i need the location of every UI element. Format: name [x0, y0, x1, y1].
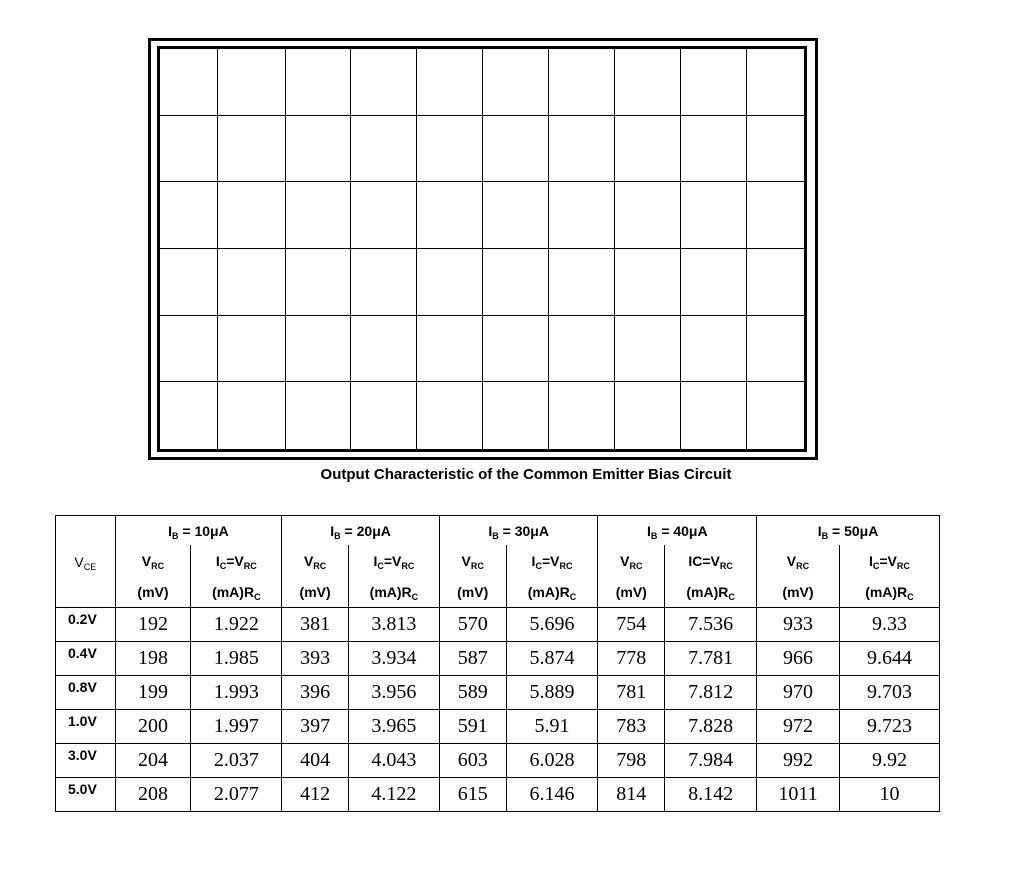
unit-ma-main: (mA)R	[865, 583, 908, 600]
table-cell: 396	[282, 676, 349, 710]
table-cell: 200	[115, 710, 191, 744]
table-cell: 587	[439, 642, 506, 676]
table-cell: 8.142	[665, 778, 757, 812]
table-cell: 6.028	[506, 744, 598, 778]
table-cell: 992	[757, 744, 840, 778]
table-cell: 970	[757, 676, 840, 710]
graph-cell	[160, 49, 218, 116]
table-cell: 204	[115, 744, 191, 778]
graph-cell	[549, 382, 615, 449]
table-cell: 972	[757, 710, 840, 744]
table-cell: 198	[115, 642, 191, 676]
table-cell: 1.997	[191, 710, 282, 744]
vce-value: 0.4V	[56, 642, 116, 676]
graph-cell	[681, 382, 747, 449]
table-cell: 783	[598, 710, 665, 744]
vce-value: 0.2V	[56, 608, 116, 642]
table-cell: 615	[439, 778, 506, 812]
unit-ma	[348, 576, 439, 608]
table-cell: 2.077	[191, 778, 282, 812]
ic-label-sub: C	[377, 560, 384, 571]
ib-label-main: I	[330, 522, 335, 539]
table-cell: 5.696	[506, 608, 598, 642]
graph-cell	[615, 182, 681, 249]
graph-cell	[351, 49, 417, 116]
graph-cell	[417, 249, 483, 316]
vrc-label-main: V	[786, 552, 797, 569]
unit-ma-sub: C	[569, 591, 577, 602]
ic-header	[506, 545, 598, 576]
graph-cell	[286, 316, 351, 383]
graph-cell	[286, 182, 351, 249]
graph-cell	[351, 316, 417, 383]
ic-label-main: I	[373, 552, 378, 569]
ib-label-sub: B	[492, 530, 499, 541]
graph-cell	[615, 49, 681, 116]
ib-group-header	[598, 516, 757, 546]
ic-header	[665, 545, 757, 576]
graph-cell	[417, 316, 483, 383]
ic-label-main: IC=V	[688, 552, 720, 569]
table-cell: 412	[282, 778, 349, 812]
graph-cell	[417, 382, 483, 449]
table-cell: 4.122	[348, 778, 439, 812]
vrc-label-sub: RC	[796, 560, 810, 571]
ic-label-main: I	[215, 552, 220, 569]
graph-cell	[681, 116, 747, 183]
graph-cell	[286, 382, 351, 449]
graph-cell	[747, 182, 807, 249]
vrc-label-sub: RC	[313, 560, 327, 571]
vrc-label-sub: RC	[151, 560, 165, 571]
table-cell: 9.723	[839, 710, 939, 744]
table-cell: 5.889	[506, 676, 598, 710]
vce-value: 3.0V	[56, 744, 116, 778]
graph-cell	[549, 49, 615, 116]
vrc-header	[598, 545, 665, 576]
unit-ma-main: (mA)R	[527, 583, 570, 600]
table-cell: 7.812	[665, 676, 757, 710]
vrc-label-main: V	[461, 552, 471, 569]
graph-cell	[747, 382, 807, 449]
graph-cell	[549, 249, 615, 316]
vrc-label-main: V	[303, 552, 314, 569]
graph-frame	[148, 38, 818, 460]
table-cell: 7.536	[665, 608, 757, 642]
graph-area	[157, 46, 807, 452]
unit-mv: (mV)	[757, 576, 840, 608]
ib-label-value: = 10μA	[178, 522, 229, 539]
graph-cell	[218, 382, 286, 449]
table-cell: 3.934	[348, 642, 439, 676]
vrc-header	[115, 545, 191, 576]
ib-group-header	[282, 516, 440, 546]
graph-cell	[483, 49, 549, 116]
graph-cell	[483, 182, 549, 249]
vce-value: 5.0V	[56, 778, 116, 812]
unit-ma-main: (mA)R	[686, 583, 729, 600]
table-cell: 1.922	[191, 608, 282, 642]
unit-ma	[665, 576, 757, 608]
ib-group-header	[757, 516, 940, 546]
graph-cell	[160, 249, 218, 316]
ic-label-main: I	[531, 552, 536, 569]
unit-ma-sub: C	[907, 591, 914, 602]
table-cell: 208	[115, 778, 191, 812]
unit-mv: (mV)	[115, 576, 191, 608]
ib-group-header	[439, 516, 598, 546]
ic-label-sub2: RC	[719, 560, 733, 571]
ic-header	[839, 545, 939, 576]
table-cell: 6.146	[506, 778, 598, 812]
table-cell: 4.043	[348, 744, 439, 778]
graph-cell	[417, 116, 483, 183]
graph-cell	[417, 49, 483, 116]
graph-cell	[160, 182, 218, 249]
table-cell: 3.813	[348, 608, 439, 642]
table-cell: 778	[598, 642, 665, 676]
ic-label-sub2: RC	[401, 560, 415, 571]
ib-label-value: = 20μA	[340, 522, 391, 539]
graph-cell	[681, 316, 747, 383]
graph-cell	[615, 249, 681, 316]
table-cell: 754	[598, 608, 665, 642]
table-cell: 591	[439, 710, 506, 744]
ic-header	[348, 545, 439, 576]
ic-label-sub2: RC	[243, 560, 257, 571]
unit-mv: (mV)	[282, 576, 349, 608]
graph-cell	[681, 49, 747, 116]
table-row	[56, 744, 940, 778]
vrc-header	[757, 545, 840, 576]
table-cell: 9.644	[839, 642, 939, 676]
measurement-table	[55, 515, 940, 812]
graph-cell	[218, 316, 286, 383]
graph-cell	[286, 49, 351, 116]
graph-cell	[351, 182, 417, 249]
vrc-header	[282, 545, 349, 576]
ib-group-header	[115, 516, 282, 546]
unit-ma-sub: C	[728, 591, 735, 602]
ib-label-main: I	[646, 522, 651, 539]
graph-cell	[218, 249, 286, 316]
table-cell: 393	[282, 642, 349, 676]
graph-cell	[483, 116, 549, 183]
ib-label-main: I	[168, 522, 173, 539]
graph-cell	[351, 382, 417, 449]
graph-cell	[160, 382, 218, 449]
ib-label-sub: B	[172, 530, 179, 541]
table-cell: 381	[282, 608, 349, 642]
unit-ma-main: (mA)R	[212, 583, 255, 600]
graph-cell	[549, 116, 615, 183]
ib-label-sub: B	[821, 530, 829, 541]
table-cell: 589	[439, 676, 506, 710]
table-cell: 1.985	[191, 642, 282, 676]
table-cell: 9.33	[839, 608, 939, 642]
table-cell: 3.965	[348, 710, 439, 744]
table-cell: 570	[439, 608, 506, 642]
unit-ma	[191, 576, 282, 608]
vrc-label-main: V	[141, 552, 152, 569]
graph-cell	[549, 182, 615, 249]
ic-label-sub2: RC	[559, 560, 573, 571]
vce-header	[56, 516, 116, 608]
graph-cell	[160, 116, 218, 183]
graph-cell	[286, 249, 351, 316]
graph-cell	[615, 382, 681, 449]
graph-cell	[218, 116, 286, 183]
ib-label-value: = 30μA	[498, 522, 549, 539]
ib-label-main: I	[817, 522, 822, 539]
table-row	[56, 710, 940, 744]
vrc-header	[439, 545, 506, 576]
graph-cell	[681, 182, 747, 249]
vce-label-sub: CE	[83, 561, 97, 572]
ic-label-eq: =V	[541, 552, 560, 569]
ic-label-sub: C	[872, 560, 880, 571]
ib-label-value: = 50μA	[828, 522, 879, 539]
ib-label-value: = 40μA	[657, 522, 708, 539]
vce-value: 1.0V	[56, 710, 116, 744]
graph-cell	[615, 116, 681, 183]
graph-cell	[218, 182, 286, 249]
graph-cell	[747, 116, 807, 183]
graph-cell	[483, 249, 549, 316]
table-row	[56, 608, 940, 642]
table-cell: 798	[598, 744, 665, 778]
table-cell: 7.984	[665, 744, 757, 778]
graph-cell	[681, 249, 747, 316]
ib-label-sub: B	[650, 530, 658, 541]
table-cell: 5.874	[506, 642, 598, 676]
vrc-label-sub: RC	[629, 560, 643, 571]
ic-header	[191, 545, 282, 576]
ic-label-eq: =V	[226, 552, 244, 569]
table-cell: 10	[839, 778, 939, 812]
header-row-groups	[56, 516, 940, 546]
table-cell: 404	[282, 744, 349, 778]
ic-label-sub2: RC	[896, 560, 910, 571]
ic-label-main: I	[868, 552, 873, 569]
unit-ma	[506, 576, 598, 608]
table-cell: 966	[757, 642, 840, 676]
unit-ma-sub: C	[254, 591, 261, 602]
unit-mv: (mV)	[598, 576, 665, 608]
ic-label-sub: C	[535, 560, 542, 571]
table-row	[56, 778, 940, 812]
table-cell: 2.037	[191, 744, 282, 778]
graph-cell	[160, 316, 218, 383]
vce-label-main: V	[74, 553, 84, 570]
unit-ma	[839, 576, 939, 608]
graph-cell	[286, 116, 351, 183]
ib-label-sub: B	[334, 530, 341, 541]
table-cell: 7.828	[665, 710, 757, 744]
table-cell: 397	[282, 710, 349, 744]
vrc-label-main: V	[620, 552, 630, 569]
graph-cell	[483, 382, 549, 449]
unit-ma-main: (mA)R	[369, 583, 412, 600]
table-row	[56, 676, 940, 710]
ic-label-eq: =V	[879, 552, 897, 569]
table-cell: 9.92	[839, 744, 939, 778]
vce-value: 0.8V	[56, 676, 116, 710]
table-cell: 1011	[757, 778, 840, 812]
table-cell: 192	[115, 608, 191, 642]
table-cell: 1.993	[191, 676, 282, 710]
table-cell: 781	[598, 676, 665, 710]
table-cell: 814	[598, 778, 665, 812]
ic-label-eq: =V	[383, 552, 402, 569]
ic-label-sub: C	[219, 560, 227, 571]
graph-cell	[549, 316, 615, 383]
unit-mv: (mV)	[439, 576, 506, 608]
vrc-label-sub: RC	[470, 560, 484, 571]
unit-ma-sub: C	[411, 591, 419, 602]
graph-cell	[747, 316, 807, 383]
ib-label-main: I	[488, 522, 493, 539]
graph-cell	[417, 182, 483, 249]
table-cell: 199	[115, 676, 191, 710]
graph-cell	[351, 116, 417, 183]
table-cell: 933	[757, 608, 840, 642]
header-row-units	[56, 576, 940, 608]
table-cell: 9.703	[839, 676, 939, 710]
graph-cell	[351, 249, 417, 316]
table-row	[56, 642, 940, 676]
table-cell: 603	[439, 744, 506, 778]
figure-caption: Output Characteristic of the Common Emitter Bias Circuit	[320, 466, 732, 483]
graph-cell	[483, 316, 549, 383]
graph-cell	[747, 49, 807, 116]
graph-cell	[615, 316, 681, 383]
graph-cell	[218, 49, 286, 116]
table-cell: 3.956	[348, 676, 439, 710]
header-row-quantities	[56, 545, 940, 576]
table-cell: 5.91	[506, 710, 598, 744]
graph-cell	[747, 249, 807, 316]
table-cell: 7.781	[665, 642, 757, 676]
graph-grid	[160, 49, 804, 449]
